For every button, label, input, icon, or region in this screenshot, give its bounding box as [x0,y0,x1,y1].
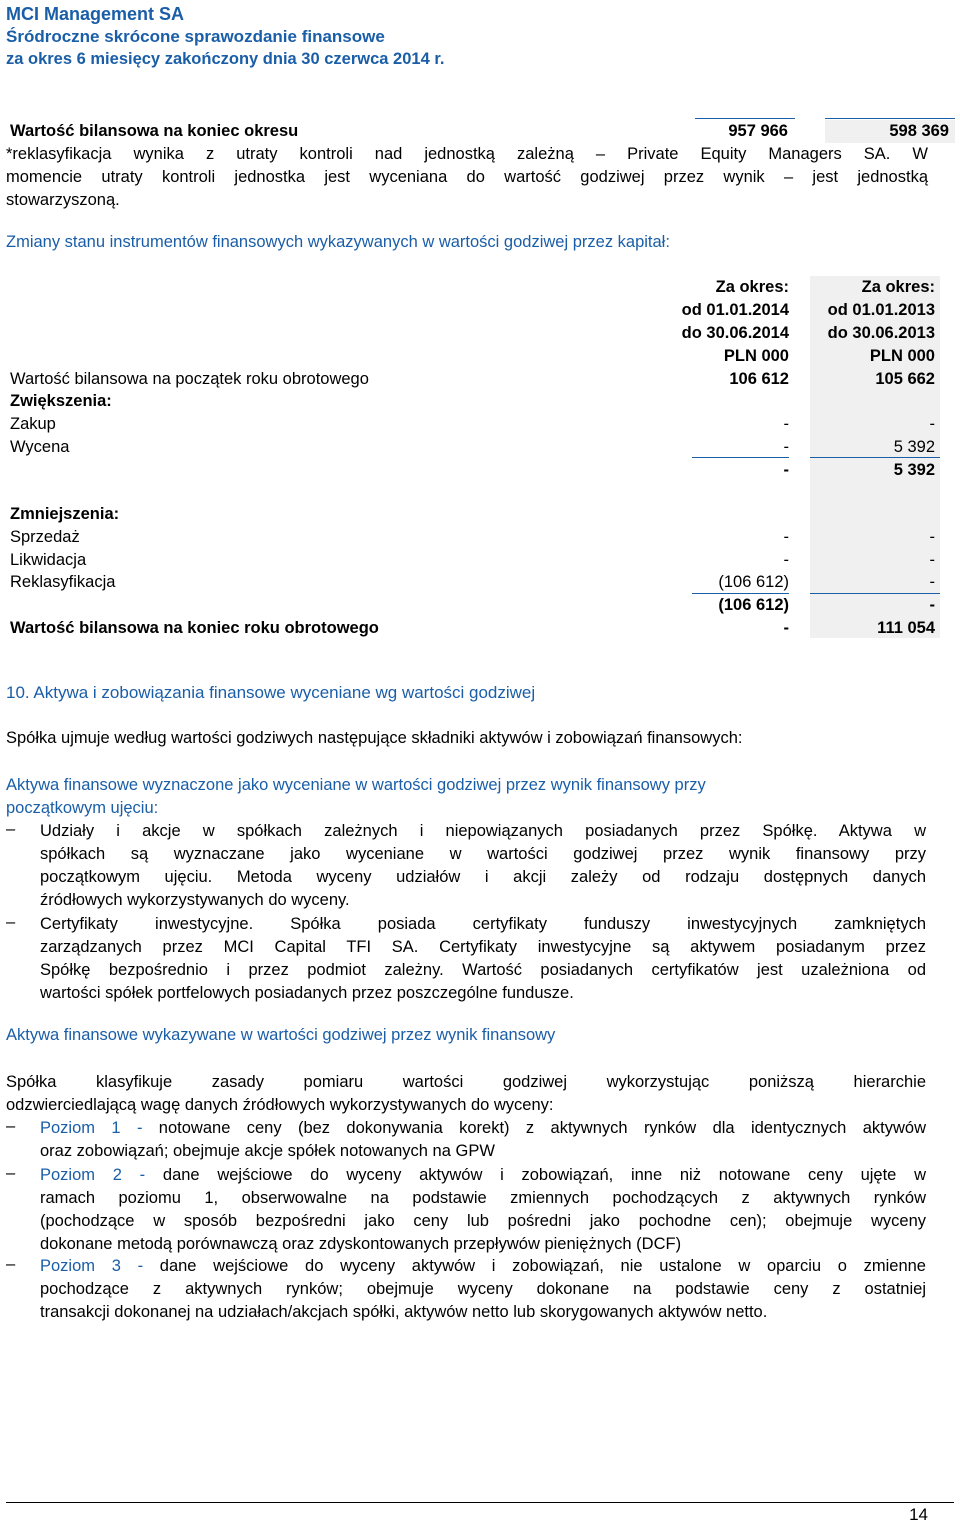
bullet-line: źródłowych wykorzystywanych do wyceny. [40,891,350,909]
purchase-row [0,413,960,436]
row-label: Reklasyfikacja [10,573,116,591]
subtotal-rule-2 [810,457,940,458]
row-label: Wycena [10,438,70,456]
level-3-item [6,1255,926,1324]
bullet-line: Certyfikaty inwestycyjne. Spółka posiada certyfikaty funduszy inwestycyjnych zamkniętych [40,915,926,933]
increases-heading [0,390,960,413]
row-value-2013: 105 662 [875,370,935,388]
row-label: Sprzedaż [10,528,80,546]
note-line-2: momencie utraty kontroli jednostka jest wyceniana do wartość godziwej przez wynik – jest jednostką [6,168,928,186]
bullet-line: wartości spółek portfelowych posiadanych przez poszczególne fundusze. [40,984,574,1002]
decreases-heading [0,503,960,526]
row-value-2014: - [783,619,789,637]
dash-icon: – [6,913,16,931]
bullet-line: początkowym ujęciu. Metoda wyceny udziałów i akcji zależy od rodzaju dostępnych danych [40,868,926,886]
col2-header-line: od 01.01.2013 [827,301,935,319]
top-row-rule-1 [695,118,795,119]
note-line-1: *reklasyfikacja wynika z utraty kontroli nad jednostką zależną – Private Equity Managers SA. W [6,145,928,163]
footer-rule [6,1502,954,1503]
row-label: Likwidacja [10,551,87,569]
bullet-line: dokonane metodą porównawczą oraz zdyskontowanych przepływów pieniężnych (DCF) [40,1235,682,1253]
top-row-rule-2 [825,118,955,119]
decreases-total-row [0,594,960,617]
row-value-2013: - [929,528,935,546]
col1-header-line: od 01.01.2014 [681,301,789,319]
row-label: Wartość bilansowa na początek roku obrotowego [10,370,369,388]
row-value-2014: - [783,438,789,456]
col2-header [800,276,935,368]
subheading-fair-value: Aktywa finansowe wykazywane w wartości godziwej przez wynik finansowy [6,1026,556,1044]
row-value-2014: (106 612) [718,596,789,614]
hierarchy-intro [6,1071,926,1117]
col2-header-line: do 30.06.2013 [827,324,935,342]
level-label: Poziom 2 - [40,1166,146,1184]
row-value-2014: - [783,551,789,569]
dash-icon: – [6,1164,16,1182]
note-line-3: stowarzyszoną. [6,191,120,209]
row-label: Wartość bilansowa na koniec roku obrotowego [10,619,379,637]
page-header [6,3,444,71]
bullet-line: ramach poziomu 1, obserwowalne na podstawie zmiennych pochodzących z aktywnych rynków [40,1189,926,1207]
bullet-line: dane wejściowe do wyceny aktywów i zobowiązań, nie ustalone w oparciu o zmienne [143,1257,926,1275]
col2-header-line: Za okres: [861,278,935,296]
valuation-row [0,436,960,459]
bullet-line: Udziały i akcje w spółkach zależnych i niepowiązanych posiadanych przez Spółkę. Aktywa w [40,822,926,840]
report-period: za okres 6 miesięcy zakończony dnia 30 czerwca 2014 r. [6,50,445,68]
section-title: Zmiany stanu instrumentów finansowych wykazywanych w wartości godziwej przez kapitał: [6,233,670,251]
bullet-line: (pochodzące w sposób bezpośredni jako ceny lub pośredni jako pochodne cen); obejmuje wyceny [40,1212,926,1230]
row-value-2014: 106 612 [729,370,789,388]
dash-icon: – [6,1117,16,1135]
row-value-2014: - [783,461,789,479]
top-balance-label: Wartość bilansowa na koniec okresu [10,122,299,140]
bullet-line: dane wejściowe do wyceny aktywów i zobowiązań, inne niż notowane ceny ujęte w [145,1166,926,1184]
subheading-line: Aktywa finansowe wyznaczone jako wyceniane w wartości godziwej przez wynik finansowy przy [6,776,706,794]
reclassification-row [0,571,960,594]
bullet-line: zarządzanych przez MCI Capital TFI SA. Certyfikaty inwestycyjne są aktywem posiadanym przez [40,938,926,956]
top-balance-v2: 598 369 [889,122,949,140]
closing-balance-row [0,617,960,640]
row-value-2014: - [783,415,789,433]
row-label: Zmniejszenia: [10,505,120,523]
row-label: Zakup [10,415,56,433]
row-value-2013: - [929,551,935,569]
col1-header-line: do 30.06.2014 [681,324,789,342]
row-value-2013: - [929,415,935,433]
section-10-intro: Spółka ujmuje według wartości godziwych następujące składniki aktywów i zobowiązań finansowych: [6,729,743,747]
bullet-line: pochodzące z aktywnych rynków; obejmuje wyceny dokonane na podstawie ceny z ostatniej [40,1280,926,1298]
row-value-2013: 5 392 [893,461,935,479]
hierarchy-line: Spółka klasyfikuje zasady pomiaru wartości godziwej wykorzystując poniższą hierarchie [6,1073,926,1091]
top-balance-row [0,120,960,143]
section-10-title: 10. Aktywa i zobowiązania finansowe wyceniane wg wartości godziwej [6,683,536,702]
bullet-line: oraz zobowiązań; obejmuje akcje spółek notowanych na GPW [40,1142,495,1160]
opening-balance-row [0,368,960,391]
col2-header-line: PLN 000 [869,347,935,365]
increases-total-row [0,459,960,482]
subtotal-rule-1 [692,457,789,458]
row-value-2014: (106 612) [718,573,789,591]
bullet-shares [6,820,926,912]
level-2-item [6,1164,926,1256]
row-value-2014: - [783,528,789,546]
bullet-certificates [6,913,926,1005]
page-number: 14 [909,1505,928,1524]
dash-icon: – [6,1255,16,1273]
row-value-2013: - [929,596,935,614]
level-1-item [6,1117,926,1163]
row-label: Zwiększenia: [10,392,112,410]
bullet-line: notowane ceny (bez dokonywania korekt) z aktywnych rynków dla identycznych aktywów [142,1119,926,1137]
subheading-designated [6,774,926,820]
dash-icon: – [6,820,16,838]
level-label: Poziom 1 - [40,1119,143,1137]
liquidation-row [0,549,960,572]
bullet-line: transakcji dokonanej na udziałach/akcjach spółki, aktywów netto lub skorygowanych aktywów netto. [40,1303,768,1321]
company-name: MCI Management SA [6,4,185,24]
sale-row [0,526,960,549]
col1-header-line: PLN 000 [723,347,789,365]
report-title: Śródroczne skrócone sprawozdanie finansowe [6,26,385,46]
reclass-note [6,143,928,212]
row-value-2013: - [929,573,935,591]
hierarchy-line: odzwierciedlającą wagę danych źródłowych wykorzystywanych do wyceny: [6,1096,554,1114]
level-label: Poziom 3 - [40,1257,144,1275]
bullet-line: Spółkę bezpośrednio i przez podmiot zależny. Wartość posiadanych certyfikatów jest uzależniona od [40,961,926,979]
bullet-line: spółkach są wyznaczane jako wyceniane w wartości godziwej przez wynik finansowy przy [40,845,926,863]
col1-header-line: Za okres: [715,278,789,296]
col1-header [660,276,789,368]
subheading-line: początkowym ujęciu: [6,799,159,817]
top-balance-v1: 957 966 [728,122,788,140]
row-value-2013: 5 392 [893,438,935,456]
row-value-2013: 111 054 [877,619,935,637]
